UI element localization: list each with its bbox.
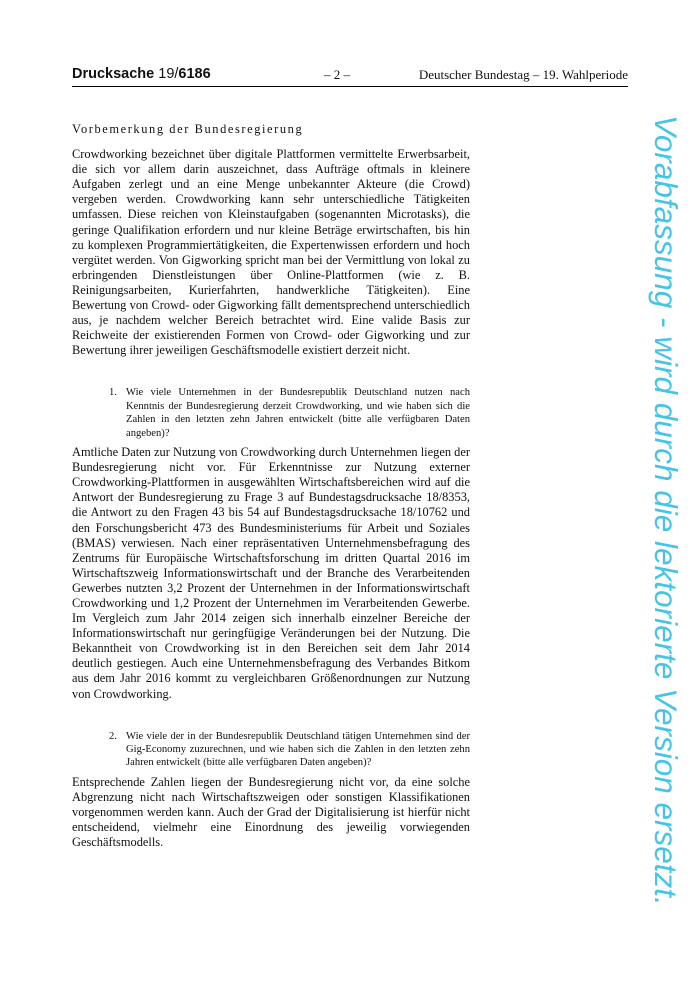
page-header xyxy=(72,66,628,87)
question-1 xyxy=(109,386,470,440)
watermark-text: Vorabfassung - wird durch die lektorierte Version ersetzt. xyxy=(647,115,684,906)
document-body xyxy=(72,122,470,850)
question-text: Wie viele der in der Bundesrepublik Deutschland tätigen Unternehmen sind der Gig-Economy zuzurechnen, und wie haben sich die Zahlen in den letzten zehn Jahren entwickelt (bitte alle verfügbaren Daten angeben)? xyxy=(126,730,470,769)
doc-number: 6186 xyxy=(178,66,211,82)
doc-label: Drucksache xyxy=(72,66,155,82)
answer-2: Entsprechende Zahlen liegen der Bundesregierung nicht vor, da eine solche Abgrenzung nicht nach Wirtschaftszweigen oder sonstigen Klassifikationen vorgenommen werden kann. Auch der Grad der Digitalisierung ist hierfür nicht entscheidend, vielmehr eine Einordnung des jeweilig vorwiegenden Geschäftsmodells. xyxy=(72,774,470,850)
page-number: – 2 – xyxy=(324,67,350,82)
question-text: Wie viele Unternehmen in der Bundesrepublik Deutschland nutzen nach Kenntnis der Bundesregierung derzeit Crowdworking, und wie haben sich die Zahlen in den letzten zehn Jahren entwickelt (bitte alle verfügbaren Daten angeben)? xyxy=(126,387,470,439)
draft-watermark xyxy=(645,108,685,913)
question-2 xyxy=(109,730,470,770)
question-number: 1. xyxy=(109,387,117,399)
document-number xyxy=(72,66,211,82)
preamble-heading: Vorbemerkung der Bundesregierung xyxy=(72,122,304,136)
preamble-text: Crowdworking bezeichnet über digitale Plattformen vermittelte Erwerbsarbeit, die sich vor allem darin auszeichnet, dass Aufträge oftmals in kleinere Aufgaben zerlegt und an eine Menge unbekannter Akteure (die Crowd) vergeben werden. Crowdworking kann sehr unterschiedliche Tätigkeiten umfassen. Diese reichen von Kleinstaufgaben (sogenannten Microtasks), die geringe Qualifikation erfordern und nur kleine Beträge erwirtschaften, bis hin zu komplexen Programmiertätigkeiten, die Expertenwissen erfordern und hoch vergütet werden. Von Gigworking spricht man bei der Vermittlung von lokal zu erbringenden Dienstleistungen über Online-Plattformen (wie z. B. Reinigungsarbeiten, Kurierfahrten, handwerkliche Tätigkeiten). Eine Bewertung von Crowd- oder Gigworking fällt dementsprechend unterschiedlich aus, je nachdem welcher Bereich betrachtet wird. Eine valide Basis zur Reichweite der existierenden Formen von Crowd- oder Gigworking und zur Bewertung ihrer jeweiligen Geschäftsmodelle existiert derzeit nicht. xyxy=(72,147,470,358)
institution-period: Deutscher Bundestag – 19. Wahlperiode xyxy=(418,67,628,82)
question-number: 2. xyxy=(109,730,117,742)
answer-1: Amtliche Daten zur Nutzung von Crowdworking durch Unternehmen liegen der Bundesregierung nicht vor. Für Erkenntnisse zur Nutzung externer Crowdworking-Plattformen in ausgewählten Wirtschaftsbereichen wird auf die Antwort der Bundesregierung zu Frage 3 auf Bundestagsdrucksache 18/8353, die Antwort zu den Fragen 43 bis 54 auf Bundestagsdrucksache 18/10762 und den Forschungsbericht 473 des Bundesministeriums für Arbeit und Soziales (BMAS) verwiesen. Nach einer repräsentativen Unternehmensbefragung des Zentrums für Europäische Wirtschaftsforschung im dritten Quartal 2016 im Wirtschaftszweig Informationswirtschaft und der Branche des Verarbeitenden Gewerbes nutzten 3,2 Prozent der Unternehmen in der Informationswirtschaft Crowdworking und 1,2 Prozent der Unternehmen im Verarbeitenden Gewerbe. Im Vergleich zum Jahr 2014 zeigen sich innerhalb einzelner Bereiche der Informationswirtschaft nur geringfügige Veränderungen bei der Nutzung. Die Bekanntheit von Crowdworking ist in den Bereichen seit dem Jahr 2014 deutlich gestiegen. Auch eine Unternehmensbefragung des Verbandes Bitkom aus dem Jahr 2016 kommt zu vergleichbaren Größenordnungen zur Nutzung von Crowdworking. xyxy=(72,445,470,701)
doc-number-prefix: 19/ xyxy=(158,66,179,82)
